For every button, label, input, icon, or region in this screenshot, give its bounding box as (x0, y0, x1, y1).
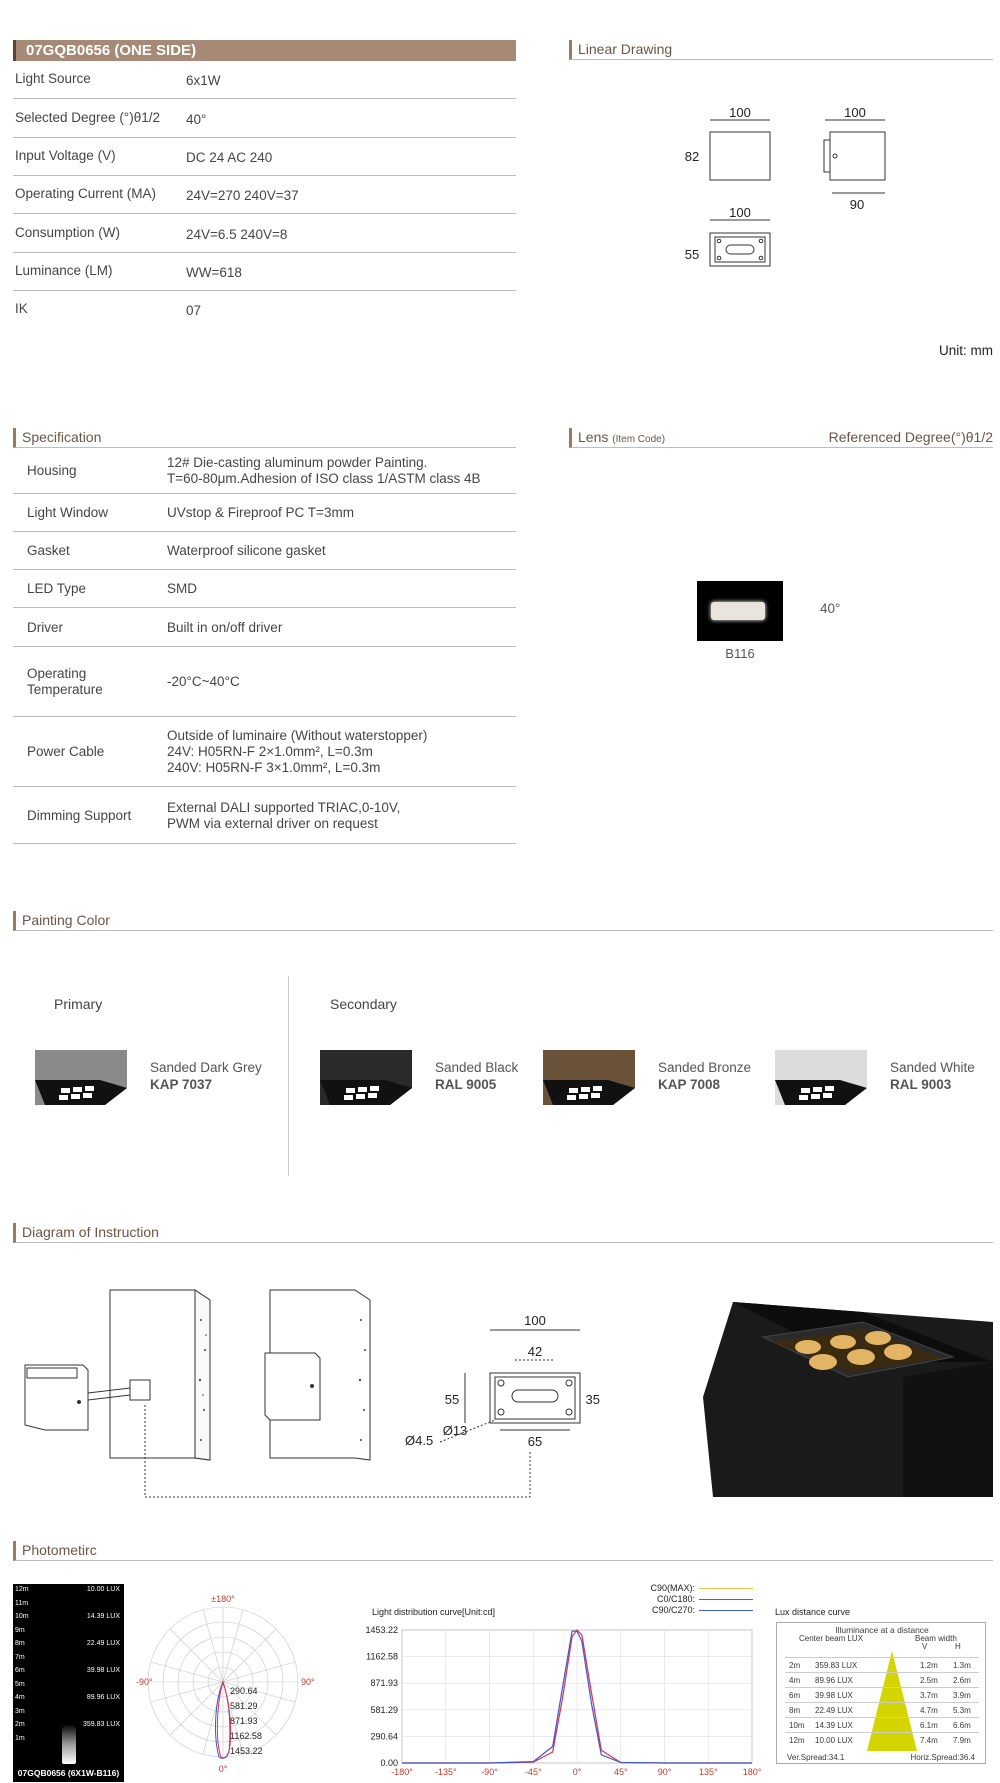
spec-label: Housing (27, 463, 77, 478)
polar-chart (135, 1590, 320, 1782)
specification-header (13, 428, 516, 448)
lux-row (15, 1681, 122, 1694)
polar-right-label: 90° (301, 1677, 315, 1687)
color-swatch-label (150, 1059, 262, 1093)
lux-table-row (785, 1672, 979, 1686)
spec-value-line: SMD (167, 581, 197, 596)
spec-value (167, 620, 282, 636)
product-title: 07GQB0656 (ONE SIDE) (13, 40, 516, 61)
dim-width-back: 100 (729, 205, 751, 220)
lux-table-lux: 359.83 LUX (815, 1661, 858, 1670)
lux-table-row (785, 1657, 979, 1671)
lux-table-v: 1.2m (920, 1661, 938, 1670)
color-divider (288, 976, 289, 1176)
dim-100: 100 (524, 1313, 546, 1328)
spec-label-line: Temperature (27, 682, 103, 697)
lux-value: 14.39 LUX (86, 1613, 120, 1620)
parameter-value: WW=618 (186, 265, 242, 280)
lux-table-row (785, 1702, 979, 1716)
lux-table-row (785, 1717, 979, 1731)
x-tick-label: 180° (742, 1767, 762, 1777)
lux-table-lux: 89.96 LUX (815, 1676, 853, 1685)
x-tick-label: -45° (524, 1767, 542, 1777)
spec-row (13, 717, 516, 787)
lux-table-h: 1.3m (953, 1661, 971, 1670)
parameter-row (13, 176, 516, 214)
dim-35: 35 (585, 1392, 600, 1407)
y-tick-label: 0.00 (380, 1758, 398, 1768)
lux-table-distance: 8m (789, 1706, 801, 1715)
linear-drawing-title: Linear Drawing (578, 41, 673, 57)
x-tick-label: 90° (657, 1767, 672, 1777)
x-tick-label: -90° (481, 1767, 498, 1777)
specification-title: Specification (22, 429, 102, 445)
beam-glow (62, 1724, 76, 1764)
spec-row (13, 448, 516, 494)
spec-value (167, 543, 326, 559)
spec-value-line: External DALI supported TRIAC,0-10V, (167, 799, 401, 815)
lux-distance: 10m (15, 1613, 29, 1620)
spec-value (167, 674, 240, 690)
lens-reference-degree: Referenced Degree(°)θ1/2 (828, 429, 993, 445)
spec-label: Driver (27, 619, 63, 635)
parameter-row (13, 138, 516, 176)
parameter-label: Input Voltage (V) (15, 148, 116, 163)
y-tick-label: 581.29 (370, 1704, 398, 1715)
lux-table-h: 5.3m (953, 1706, 971, 1715)
side-view (830, 132, 885, 180)
secondary-label: Secondary (330, 996, 397, 1012)
spec-row (13, 787, 516, 844)
color-swatch (320, 1050, 412, 1106)
lux-distance: 8m (15, 1640, 25, 1647)
parameter-label: Consumption (W) (15, 225, 121, 240)
ver-spread: Ver.Spread:34.1 (787, 1753, 845, 1762)
color-name: Sanded White (890, 1060, 975, 1075)
spec-value-line: 12# Die-casting aluminum powder Painting. (167, 455, 428, 470)
polar-ring-1: 290.64 (230, 1686, 258, 1696)
painting-color-title: Painting Color (22, 912, 110, 928)
x-tick-label: -135° (434, 1767, 457, 1777)
parameter-row (13, 100, 516, 138)
light-distribution-chart (322, 1618, 762, 1783)
lux-row (15, 1654, 122, 1667)
lux-distance: 11m (15, 1599, 29, 1607)
spec-label (27, 666, 103, 698)
photometric-title: Photometirc (22, 1542, 97, 1558)
spec-value-line: Waterproof silicone gasket (167, 543, 326, 558)
dim-42: 42 (527, 1344, 543, 1359)
color-code: RAL 9005 (435, 1077, 497, 1092)
lux-table-v: 4.7m (920, 1706, 938, 1715)
spec-value (167, 728, 427, 776)
color-code: RAL 9003 (890, 1077, 952, 1092)
lux-row (15, 1600, 122, 1613)
unit-label: Unit: mm (939, 343, 993, 358)
lux-value: 10.00 LUX (86, 1586, 120, 1593)
lux-caption: 07GQB0656 (6X1W-B116) (17, 1768, 120, 1778)
y-tick-label: 871.93 (370, 1678, 398, 1689)
spec-value-line: PWM via external driver on request (167, 815, 378, 831)
lux-distance: 5m (15, 1680, 25, 1688)
color-swatch-label (890, 1059, 975, 1093)
curve-legend (600, 1583, 755, 1616)
lux-table-h: 2.6m (953, 1676, 971, 1685)
lux-value: 22.49 LUX (86, 1640, 120, 1647)
polar-bottom-label: 0° (218, 1764, 228, 1774)
color-swatch (775, 1050, 867, 1106)
lux-distance: 1m (15, 1734, 25, 1742)
primary-label: Primary (54, 996, 103, 1012)
lens-title: Lens (578, 429, 609, 445)
spec-value-line: T=60-80μm.Adhesion of ISO class 1/ASTM class 4B (167, 471, 481, 486)
parameter-label: IK (15, 301, 28, 316)
polar-left-label: -90° (136, 1677, 153, 1687)
dim-width-side: 100 (844, 105, 866, 120)
legend-c0c180: C0/C180: (656, 1594, 695, 1604)
legend-c90max: C90(MAX): (650, 1583, 695, 1593)
dim-height-front: 82 (684, 149, 700, 164)
x-tick-label: 135° (698, 1767, 718, 1777)
spec-value-line: Outside of luminaire (Without waterstopper) (167, 728, 428, 743)
hor-spread: Horiz.Spread:36.4 (910, 1753, 975, 1762)
lux-table-lux: 10.00 LUX (815, 1736, 853, 1745)
color-swatch (543, 1050, 635, 1106)
lux-distance-table (776, 1622, 986, 1764)
lux-distance: 2m (15, 1721, 25, 1728)
lux-row (15, 1708, 122, 1721)
lens-header (569, 428, 993, 448)
diagram-title: Diagram of Instruction (22, 1224, 159, 1240)
spec-row (13, 494, 516, 532)
lens-subtitle: (Item Code) (612, 434, 666, 445)
polar-ring-2: 581.29 (230, 1701, 258, 1711)
parameter-row (13, 253, 516, 291)
lux-distance: 12m (15, 1586, 29, 1593)
parameter-label: Operating Current (MA) (15, 186, 157, 201)
lux-table-row (785, 1687, 979, 1701)
spec-value (167, 505, 354, 521)
lux-row (15, 1667, 122, 1680)
parameter-value: 24V=6.5 240V=8 (186, 227, 288, 242)
dim-55: 55 (444, 1392, 460, 1407)
spec-label: LED Type (27, 581, 87, 596)
lens-image (697, 581, 783, 641)
spec-label-line: Operating (27, 666, 87, 681)
polar-ring-3: 871.93 (230, 1716, 258, 1726)
parameter-value: DC 24 AC 240 (186, 150, 273, 165)
spec-row (13, 532, 516, 570)
back-view (710, 233, 770, 266)
lux-table-lux: 39.98 LUX (815, 1691, 853, 1700)
spec-value-line: -20°C~40°C (167, 674, 240, 689)
parameter-label: Selected Degree (°)θ1/2 (15, 110, 160, 125)
lux-row (15, 1627, 122, 1640)
lens-code: B116 (725, 646, 755, 661)
lux-row (15, 1586, 122, 1599)
lux-distance-title: Lux distance curve (775, 1607, 851, 1617)
lux-table-row (785, 1732, 979, 1746)
spec-row (13, 608, 516, 647)
lux-value: 39.98 LUX (86, 1667, 120, 1674)
spec-label: Light Window (27, 505, 109, 520)
parameter-value: 07 (186, 303, 202, 318)
x-tick-label: 0° (572, 1767, 582, 1777)
lux-column-chart (13, 1584, 124, 1782)
dim-d4-5: Ø4.5 (405, 1433, 434, 1448)
lux-table-h: 3.9m (953, 1691, 971, 1700)
legend-c90c270: C90/C270: (651, 1605, 695, 1615)
lens-degree: 40° (820, 601, 841, 616)
lux-row (15, 1640, 122, 1653)
spec-row (13, 570, 516, 608)
spec-value (167, 581, 197, 597)
lux-distance: 7m (15, 1653, 25, 1661)
dim-depth-side: 90 (849, 197, 865, 212)
lux-table-distance: 12m (789, 1736, 805, 1745)
painting-color-header (13, 911, 993, 931)
color-code: KAP 7037 (150, 1077, 213, 1092)
color-swatch (35, 1050, 127, 1106)
spec-value-line: 24V: H05RN-F 2×1.0mm², L=0.3m (167, 744, 373, 759)
polar-ring-4: 1162.58 (230, 1731, 262, 1741)
linear-drawing (660, 95, 920, 295)
lux-table-distance: 6m (789, 1691, 801, 1700)
spec-value (167, 800, 400, 832)
parameter-value: 24V=270 240V=37 (186, 188, 299, 203)
parameter-value: 40° (186, 112, 207, 127)
col-h: H (955, 1642, 961, 1651)
x-tick-label: -180° (391, 1767, 413, 1777)
parameter-value: 6x1W (186, 73, 221, 88)
lux-table-lux: 14.39 LUX (815, 1721, 853, 1730)
color-swatch-label (658, 1059, 751, 1093)
lux-distance: 9m (15, 1626, 25, 1634)
y-tick-label: 1453.22 (365, 1625, 398, 1635)
spec-label: Power Cable (27, 744, 105, 759)
front-view (710, 132, 770, 180)
lux-table-distance: 4m (789, 1676, 801, 1685)
table-title: Illuminance at a distance (835, 1625, 929, 1635)
lux-table-v: 6.1m (920, 1721, 938, 1730)
lux-row (15, 1613, 122, 1626)
color-name: Sanded Black (435, 1060, 519, 1075)
dim-d13: Ø13 (442, 1423, 468, 1438)
photometric-header (13, 1541, 993, 1561)
lux-distance: 3m (15, 1707, 25, 1715)
lux-table-h: 7.9m (953, 1736, 971, 1745)
lux-value: 359.83 LUX (83, 1721, 120, 1728)
dim-height-back: 55 (684, 247, 700, 262)
parameter-row (13, 215, 516, 253)
lux-table-v: 2.5m (920, 1676, 938, 1685)
polar-top-label: ±180° (211, 1594, 235, 1604)
lux-table-v: 3.7m (920, 1691, 938, 1700)
dim-width-front: 100 (729, 105, 751, 120)
col-center: Center beam LUX (799, 1634, 864, 1643)
lux-value: 89.96 LUX (86, 1694, 120, 1701)
diagram-header (13, 1223, 993, 1243)
color-name: Sanded Dark Grey (150, 1060, 262, 1075)
x-tick-label: 45° (613, 1767, 628, 1777)
polar-ring-5: 1453.22 (230, 1746, 263, 1756)
parameter-row (13, 61, 516, 99)
y-tick-label: 1162.58 (366, 1651, 398, 1662)
installation-diagram (15, 1280, 600, 1505)
spec-label: Gasket (27, 543, 70, 558)
spec-value-line: 240V: H05RN-F 3×1.0mm², L=0.3m (167, 760, 381, 775)
spec-value (167, 455, 481, 487)
lux-row (15, 1694, 122, 1707)
spec-label: Dimming Support (27, 807, 132, 823)
spec-row (13, 647, 516, 717)
parameter-row (13, 291, 516, 329)
lux-table-v: 7.4m (920, 1736, 938, 1745)
lux-table-distance: 2m (789, 1661, 801, 1670)
curve-title: Light distribution curve[Unit:cd] (372, 1607, 496, 1617)
spec-value-line: Built in on/off driver (167, 619, 283, 635)
col-beam: Beam width (915, 1634, 957, 1643)
parameter-label: Light Source (15, 71, 91, 86)
parameter-label: Luminance (LM) (15, 263, 113, 278)
color-name: Sanded Bronze (658, 1060, 752, 1075)
lux-distance: 6m (15, 1667, 25, 1674)
product-photo (703, 1302, 993, 1497)
lux-table-lux: 22.49 LUX (815, 1706, 853, 1715)
lux-table-h: 6.6m (953, 1721, 971, 1730)
color-code: KAP 7008 (658, 1077, 721, 1092)
dim-65: 65 (527, 1434, 543, 1449)
lux-distance: 4m (15, 1694, 25, 1701)
linear-drawing-header (569, 40, 993, 60)
col-v: V (922, 1642, 928, 1651)
spec-value-line: UVstop & Fireproof PC T=3mm (167, 505, 354, 520)
y-tick-label: 290.64 (370, 1731, 398, 1742)
color-swatch-label (435, 1059, 518, 1093)
lux-table-distance: 10m (789, 1721, 805, 1730)
